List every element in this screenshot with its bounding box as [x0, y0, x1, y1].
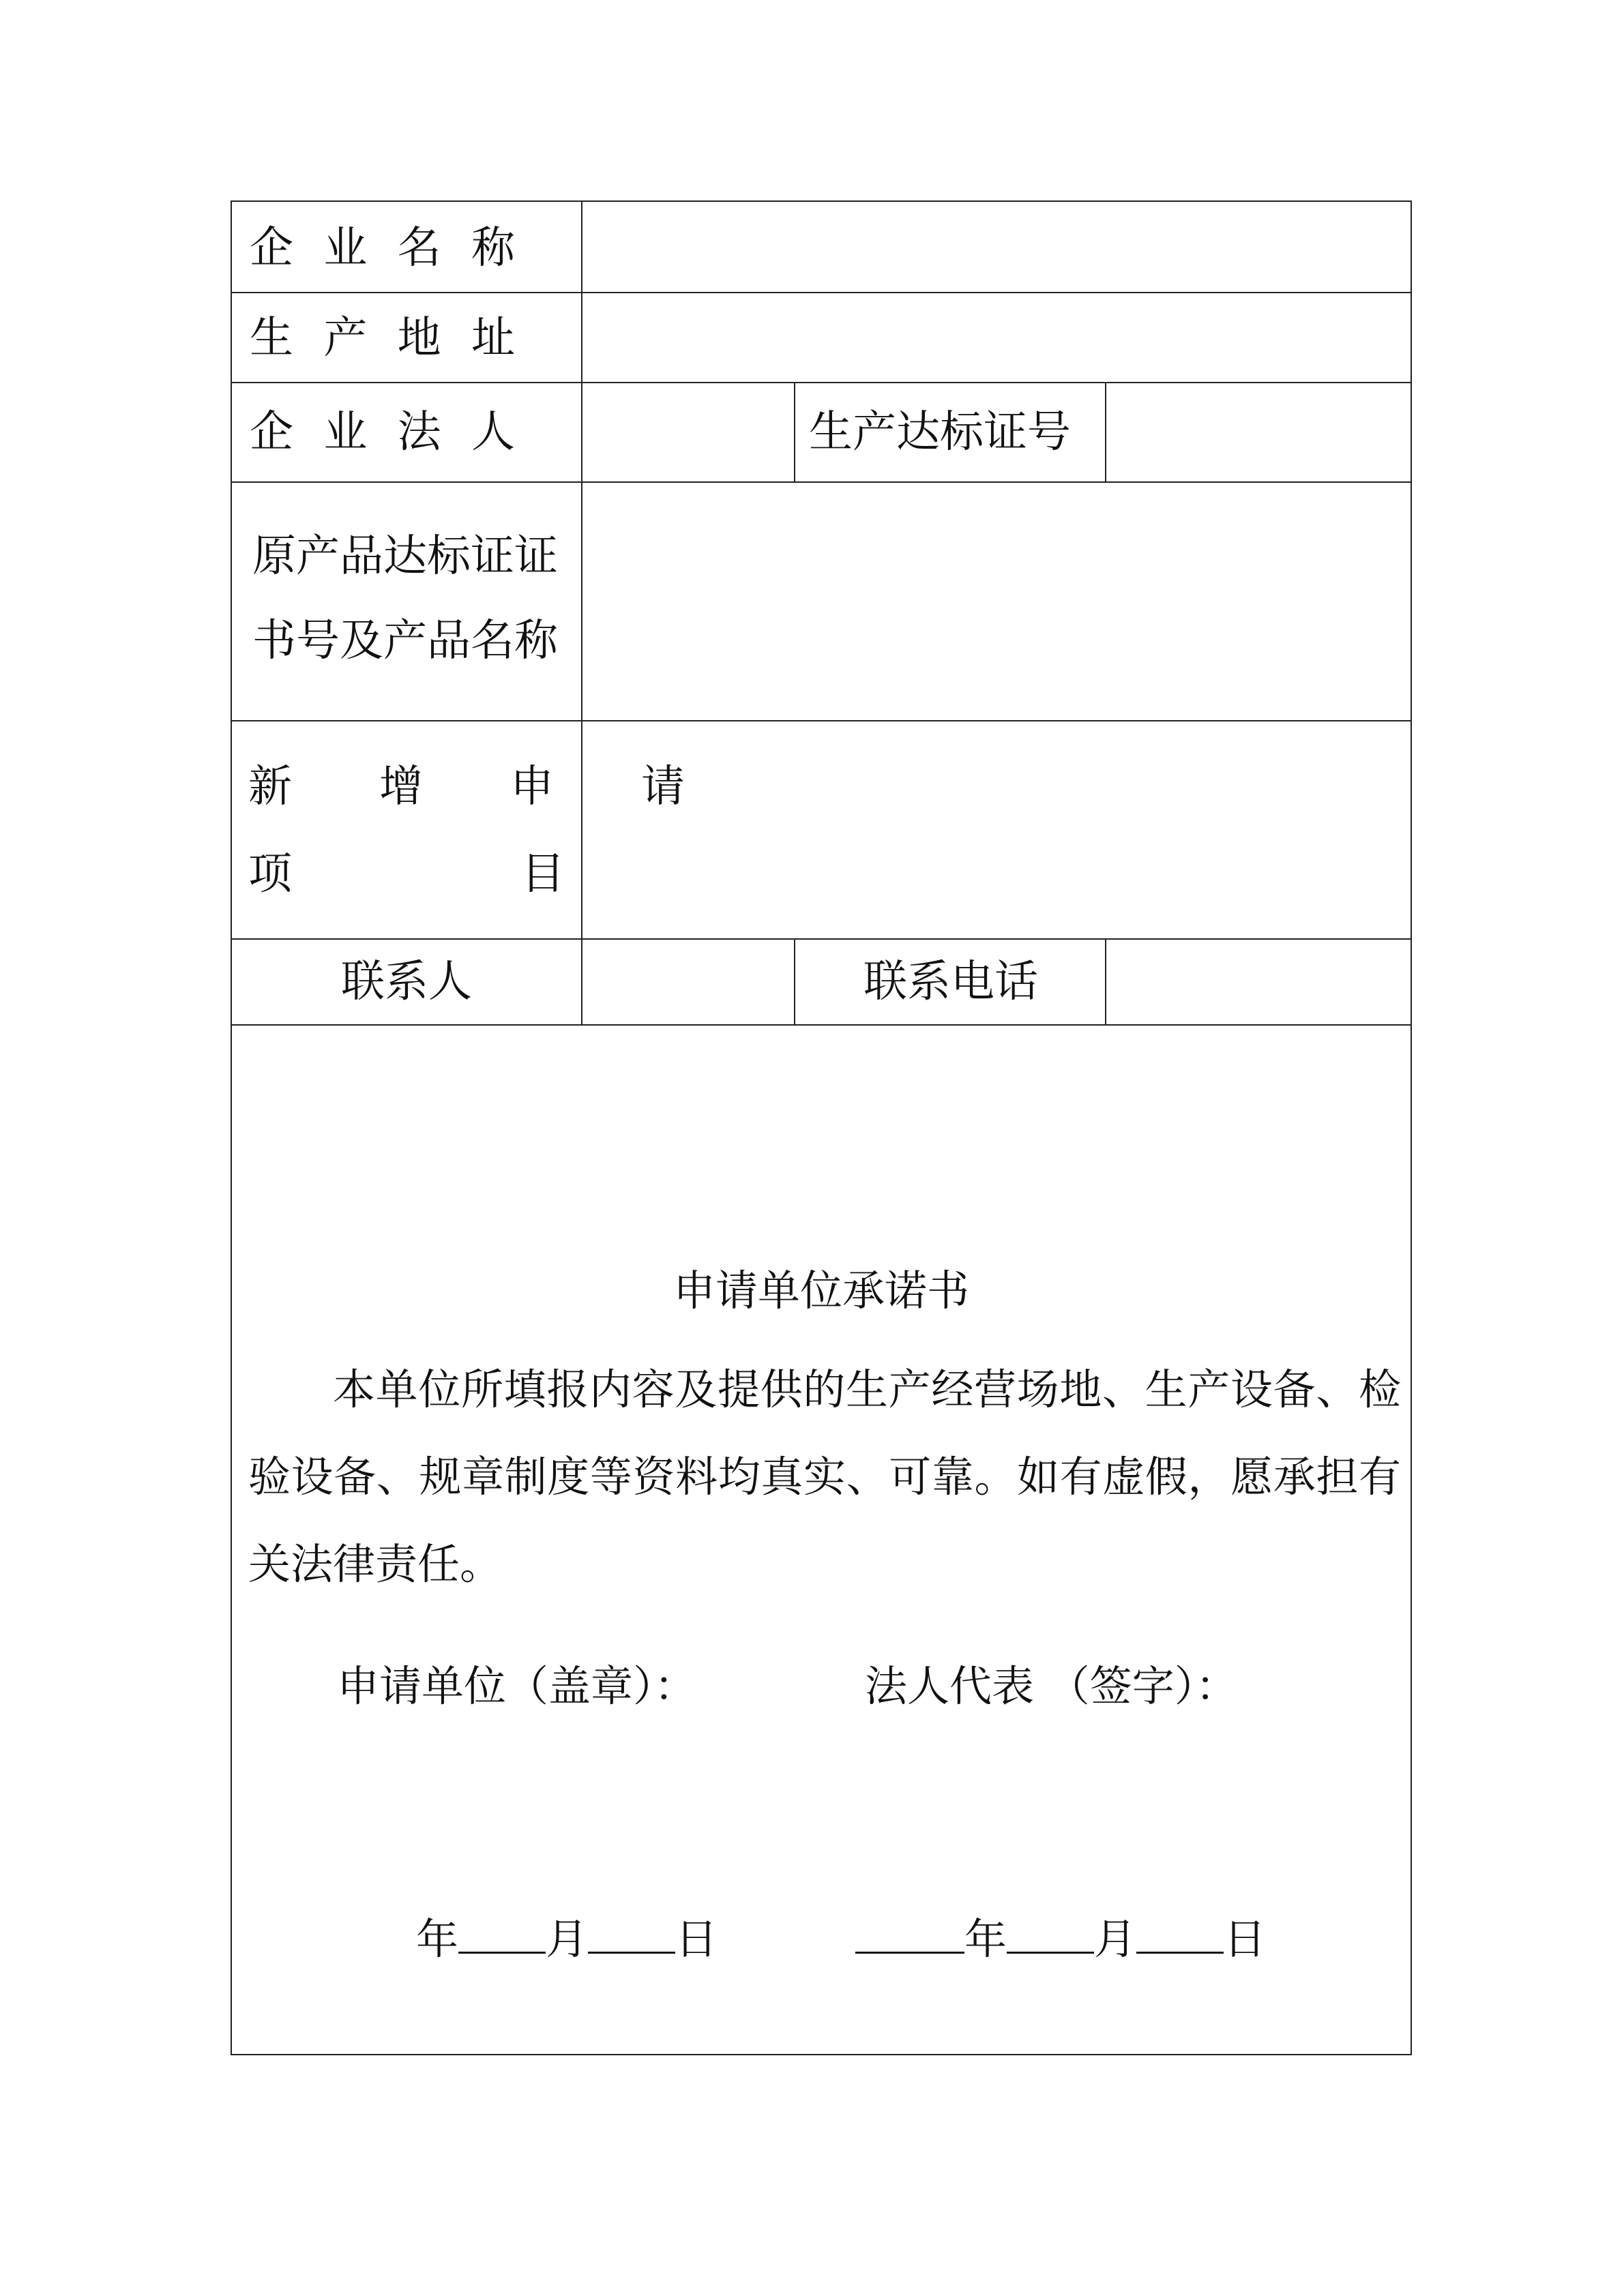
legal-rep-signature-label: 法人代表 （签字）：: [865, 1661, 1238, 1711]
date-day-label: 日: [675, 1914, 718, 1964]
original-cert-field[interactable]: [582, 483, 1411, 721]
company-name-label: 企 业 名 称: [250, 223, 524, 273]
date-year-label: 年: [964, 1914, 1007, 1964]
date-year-label: 年: [416, 1914, 459, 1964]
new-items-field[interactable]: [582, 721, 1411, 940]
new-items-label-line1: 新 增 申 请: [248, 762, 685, 812]
company-name-label-cell: [232, 202, 582, 293]
cert-no-label-cell: [795, 383, 1106, 483]
contact-label: 联系人: [341, 957, 472, 1007]
phone-label: 联系电话: [863, 957, 1038, 1007]
phone-label-cell: [795, 940, 1106, 1026]
legal-rep-year-blank[interactable]: [855, 1912, 964, 1954]
legal-rep-date: [855, 1912, 1267, 1964]
new-items-label-line2-right: 目: [521, 849, 565, 899]
new-items-label-line2-left: 项: [248, 849, 292, 899]
production-address-label: 生 产 地 址: [250, 313, 524, 363]
original-cert-label-line2: 书号及产品名称: [252, 616, 558, 666]
company-name-field[interactable]: [582, 202, 1411, 293]
phone-field[interactable]: [1106, 940, 1411, 1026]
commitment-title: 申请单位承诺书: [673, 1266, 969, 1315]
contact-label-cell: [232, 940, 582, 1026]
applicant-seal-label: 申请单位（盖章）：: [337, 1661, 697, 1711]
legal-person-label-cell: [232, 383, 582, 483]
production-address-field[interactable]: [582, 293, 1411, 383]
contact-field[interactable]: [582, 940, 795, 1026]
commitment-body: 本单位所填报内容及提供的生产经营场地、生产设备、检验设备、规章制度等资料均真实、可靠。如有虚假，愿承担有关法律责任。: [248, 1365, 1401, 1589]
legal-person-field[interactable]: [582, 383, 795, 483]
applicant-date: [416, 1912, 718, 1964]
new-items-label-cell: [232, 721, 685, 940]
cert-no-label: 生产达标证号: [809, 407, 1071, 458]
legal-rep-day-blank[interactable]: [1136, 1912, 1224, 1954]
original-cert-label-cell: [232, 483, 582, 721]
date-month-label: 月: [1094, 1914, 1137, 1964]
date-day-label: 日: [1224, 1914, 1267, 1964]
date-month-label: 月: [546, 1914, 589, 1964]
cert-no-field[interactable]: [1106, 383, 1411, 483]
application-form-table: [231, 200, 1412, 2055]
legal-person-label: 企 业 法 人: [250, 407, 524, 458]
applicant-month-blank[interactable]: [458, 1912, 546, 1954]
legal-rep-month-blank[interactable]: [1007, 1912, 1094, 1954]
original-cert-label-line1: 原产品达标证证: [252, 531, 558, 582]
production-address-label-cell: [232, 293, 582, 383]
applicant-day-blank[interactable]: [588, 1912, 675, 1954]
commitment-section: [232, 1026, 1411, 2054]
